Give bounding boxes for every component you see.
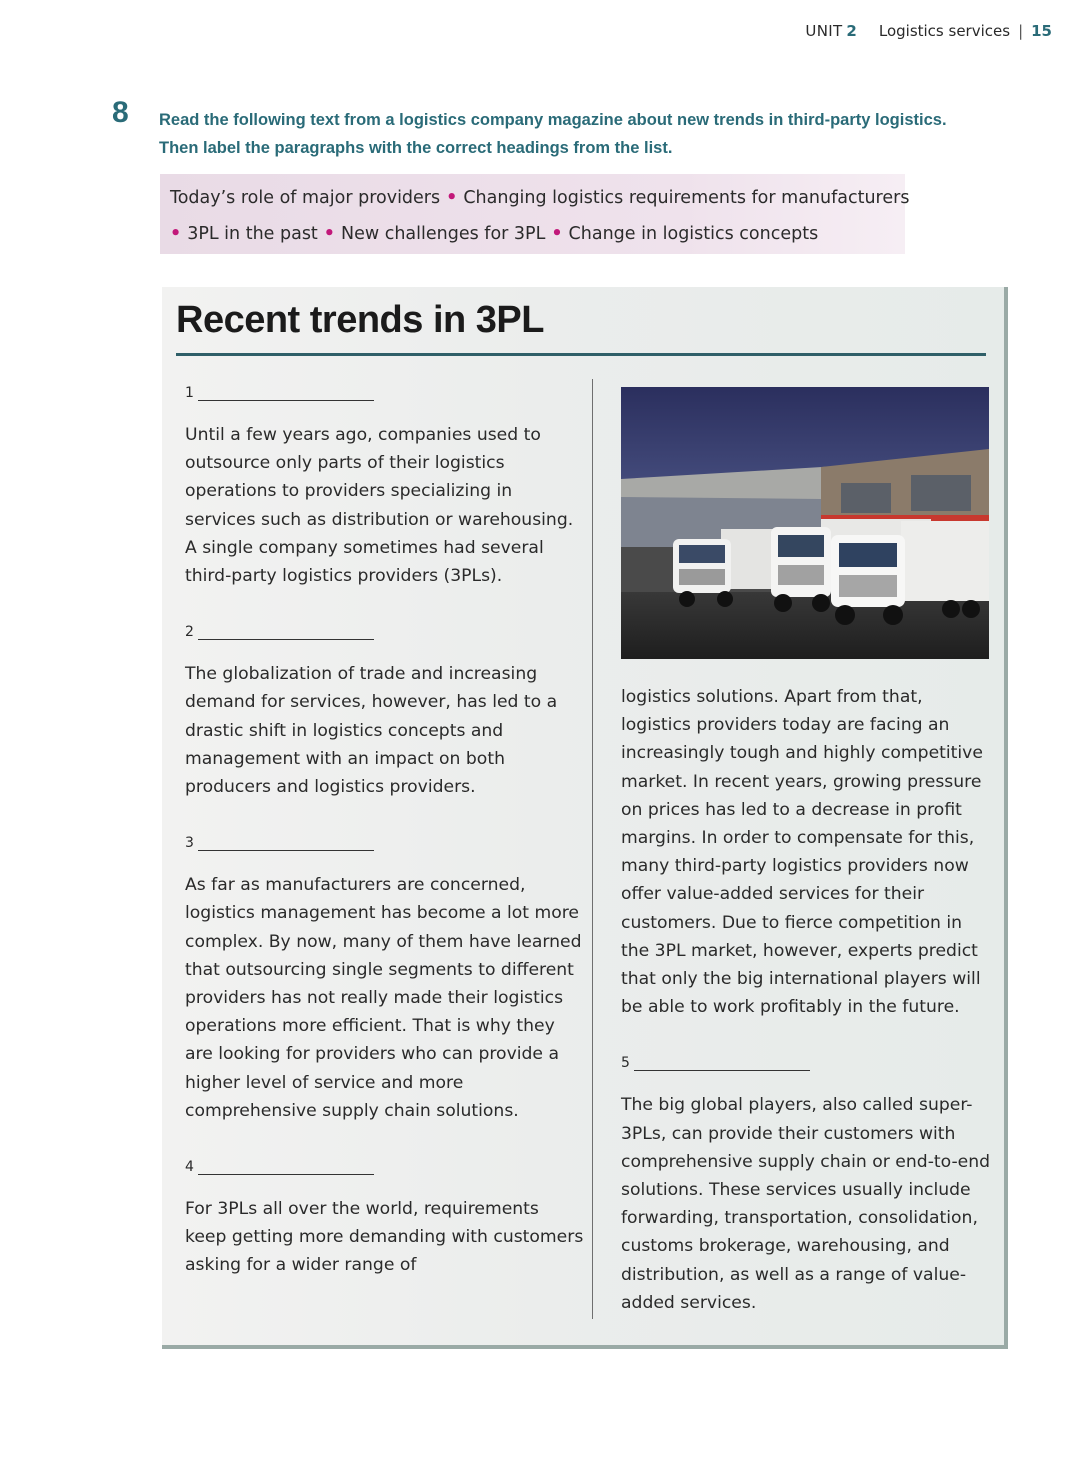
heading-option: Change in logistics concepts (568, 224, 819, 244)
headings-line-2 (170, 216, 895, 252)
paragraph-number: 2 (185, 624, 194, 641)
paragraph: logistics solutions. Apart from that, logistics providers today are facing an increasingly tough and highly competitive market. In recent years, growing pressure on prices has led to a decrease in profit margins. In order to compensate for this, many third-party logistics providers now offer value-added services for their customers. Due to fierce competition in the 3PL market, however, experts predict that only the big international players will be able to work profitably in the future. (621, 687, 983, 1018)
heading-blank[interactable] (198, 639, 374, 640)
paragraph-number: 4 (185, 1158, 194, 1175)
exercise-number: 8 (112, 96, 129, 129)
heading-blank[interactable] (634, 1070, 810, 1071)
unit-label: UNIT (805, 22, 843, 40)
heading-option: 3PL in the past (187, 224, 318, 244)
paragraph-number: 3 (185, 835, 194, 852)
article-box (162, 287, 1008, 1349)
heading-blank[interactable] (198, 1174, 374, 1175)
left-column (185, 379, 585, 1308)
heading-option: Today’s role of major providers (170, 188, 441, 208)
bullet-icon: • (170, 224, 182, 244)
section-title: Logistics services (878, 22, 1011, 40)
bullet-icon: • (446, 188, 458, 208)
heading-blank[interactable] (198, 850, 374, 851)
paragraph-number: 5 (621, 1055, 630, 1072)
paragraph: The globalization of trade and increasing demand for services, however, has led to a drastic shift in logistics concepts and management with an impact on both producers and logistics providers. (185, 664, 558, 798)
bullet-icon: • (551, 224, 563, 244)
bullet-icon: • (323, 224, 335, 244)
page-number: 15 (1031, 22, 1052, 40)
page-header (805, 22, 1052, 40)
title-rule (176, 353, 986, 356)
paragraph-label (185, 829, 585, 857)
heading-blank[interactable] (198, 400, 374, 401)
headings-list (160, 174, 910, 254)
header-separator: | (1018, 22, 1024, 40)
paragraph: The big global players, also called super-3PLs, can provide their customers with comprehensive supply chain or end-to-end solutions. These services usually include forwarding, transportation, consolidation, customs brokerage, warehousing, and distribution, as well as a range of value-added services. (621, 1095, 991, 1313)
column-divider (592, 379, 593, 1319)
right-column (621, 683, 991, 1345)
paragraph: As far as manufacturers are concerned, logistics management has become a lot more complex. By now, many of them have learned that outsourcing single segments to different providers has not really made their logistics operations more efficient. That is why they are looking for providers who can provide a higher level of service and more comprehensive supply chain solutions. (185, 875, 582, 1121)
paragraph: For 3PLs all over the world, requirements keep getting more demanding with customers asking for a wider range of (185, 1199, 584, 1276)
heading-option: Changing logistics requirements for manufacturers (463, 188, 910, 208)
paragraph-label (621, 1049, 991, 1077)
paragraph-label (185, 618, 585, 646)
trucks-illustration (621, 387, 989, 659)
heading-option: New challenges for 3PL (340, 224, 546, 244)
paragraph-label (185, 1153, 585, 1181)
exercise-instruction: Read the following text from a logistics company magazine about new trends in third-party logistics. Then label the paragraphs with the correct headings from the list. (159, 111, 947, 157)
unit-number: 2 (846, 22, 857, 40)
paragraph-number: 1 (185, 384, 194, 401)
headings-line-1 (170, 180, 910, 216)
article-title: Recent trends in 3PL (176, 299, 544, 341)
paragraph: Until a few years ago, companies used to outsource only parts of their logistics operations to providers specializing in services such as distribution or warehousing. A single company sometimes had several third-party logistics providers (3PLs). (185, 425, 574, 587)
paragraph-label (185, 379, 585, 407)
trucks-photo (621, 387, 989, 659)
